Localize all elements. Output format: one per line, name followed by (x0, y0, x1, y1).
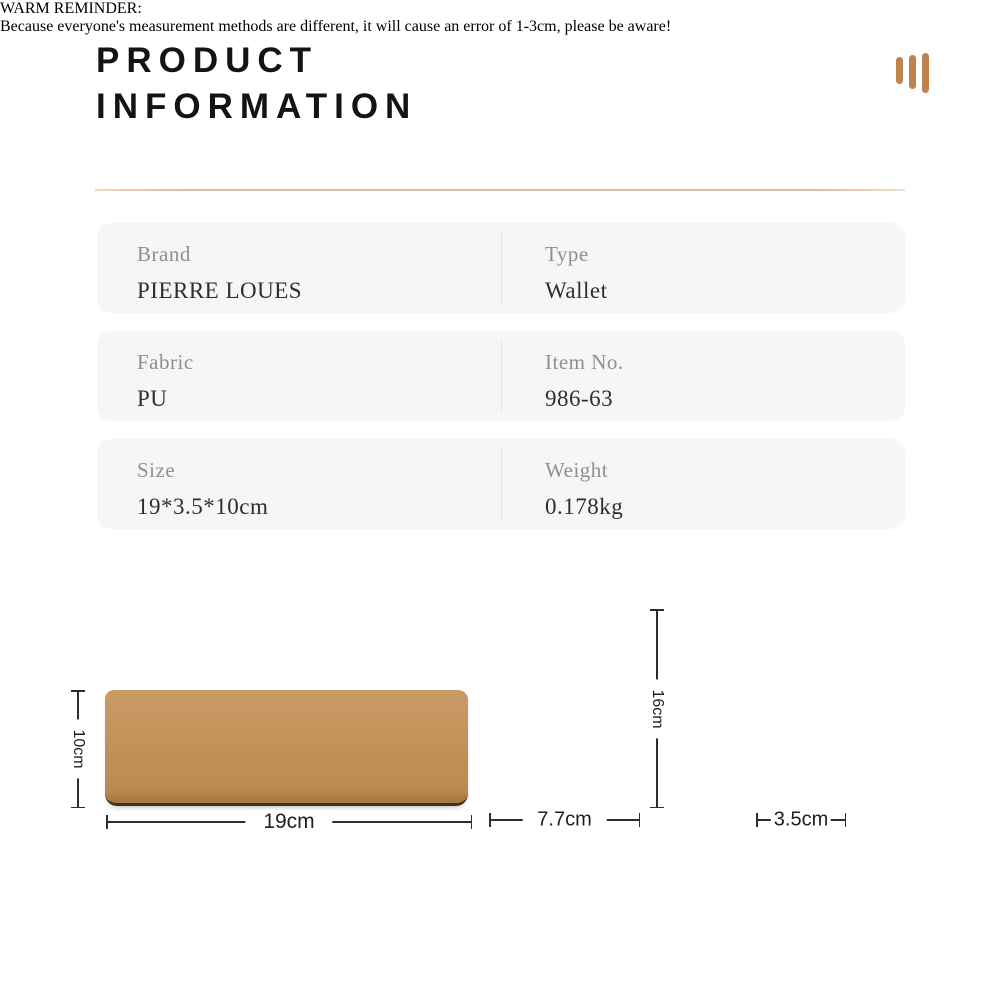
spec-label: Fabric (137, 350, 194, 374)
dimension-cap (845, 813, 847, 827)
spec-label: Weight (545, 458, 609, 482)
spec-card-fabric-itemno (97, 331, 905, 421)
page-title (96, 38, 417, 130)
wallet-height-dimension (71, 690, 85, 808)
spec-label: Size (137, 458, 176, 482)
spec-cell-type (497, 223, 905, 313)
wallet-height-label: 10cm (69, 719, 87, 778)
page-title-line1: PRODUCT (96, 41, 319, 80)
wallet-flap (105, 690, 468, 770)
dimension-cap (639, 813, 641, 827)
header-divider-line (95, 189, 905, 191)
page-title-line2: INFORMATION (96, 87, 418, 126)
dimension-cap (650, 807, 664, 809)
bar-icon-short (896, 57, 903, 84)
warm-reminder-text: Because everyone's measurement methods are different, it will cause an error of 1-3cm, please be aware! (0, 18, 672, 35)
spec-label: Brand (137, 242, 191, 266)
spec-cell-weight (497, 439, 905, 529)
wallet-depth-label: 3.5cm (771, 809, 831, 832)
spec-value: PU (137, 386, 168, 411)
spec-card-list (97, 223, 905, 547)
bar-icon-medium (909, 55, 916, 89)
spec-card-divider (501, 341, 502, 411)
spec-card-size-weight (97, 439, 905, 529)
spec-value: PIERRE LOUES (137, 278, 303, 303)
spec-value: 19*3.5*10cm (137, 494, 269, 519)
spec-label: Item No. (545, 350, 624, 374)
three-bars-icon (896, 53, 929, 93)
wallet-width-dimension (106, 810, 472, 833)
spec-value: 986-63 (545, 386, 614, 411)
spec-cell-itemno (497, 331, 905, 421)
phone-height-label: 16cm (648, 679, 666, 738)
spec-label: Type (545, 242, 589, 266)
phone-width-dimension (489, 808, 640, 831)
wallet-front-image (105, 690, 468, 806)
spec-card-divider (501, 233, 502, 303)
warm-reminder-title: WARM REMINDER: (0, 0, 142, 17)
spec-value: Wallet (545, 278, 608, 303)
phone-height-dimension (650, 609, 664, 808)
spec-cell-brand (97, 223, 497, 313)
wallet-width-label: 19cm (245, 810, 332, 834)
dimension-cap (471, 815, 473, 829)
spec-cell-fabric (97, 331, 497, 421)
dimension-cap (71, 807, 85, 809)
spec-card-divider (501, 449, 502, 519)
phone-width-label: 7.7cm (522, 809, 606, 832)
wallet-depth-dimension (756, 808, 846, 831)
spec-value: 0.178kg (545, 494, 624, 519)
bar-icon-tall (922, 53, 929, 93)
spec-card-brand-type (97, 223, 905, 313)
spec-cell-size (97, 439, 497, 529)
